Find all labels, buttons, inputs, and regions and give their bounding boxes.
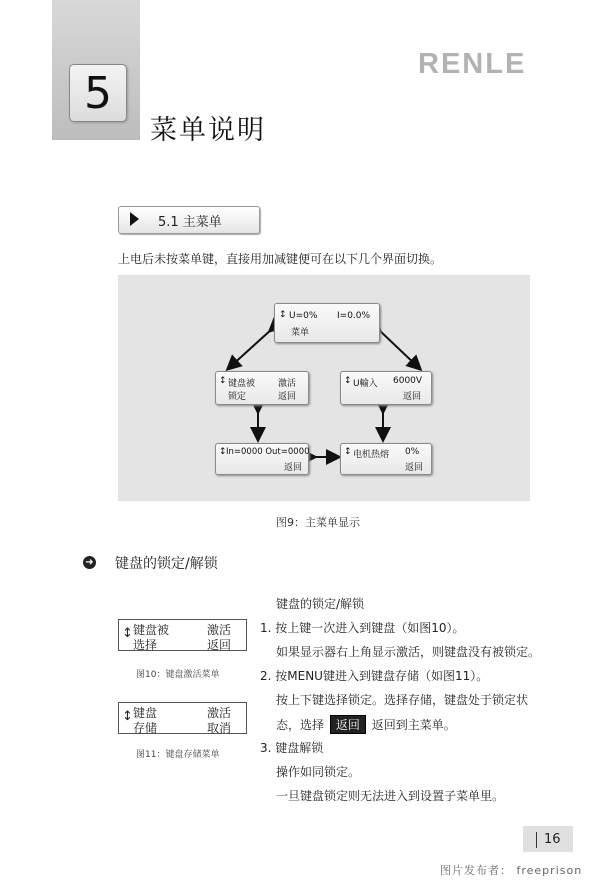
publisher-watermark: 图片发布者： freeprison xyxy=(440,864,583,877)
lcd-voltage-input xyxy=(340,371,432,405)
lcd-text: U輸入 xyxy=(353,379,378,389)
lcd-text: 返回 xyxy=(278,392,297,402)
play-arrow-icon xyxy=(130,212,139,226)
lcd-text: 6000V xyxy=(393,376,423,386)
lcd-keyboard-activate xyxy=(118,619,247,651)
step-2: 2. 按MENU键进入到键盘存储（如图11）。 xyxy=(260,669,489,683)
lock-subtitle: 键盘的锁定/解锁 xyxy=(276,597,365,611)
lcd-text: In=0000 Out=0000 xyxy=(226,447,310,457)
section-intro: 上电后未按菜单键，直接用加减键便可在以下几个界面切换。 xyxy=(118,252,443,266)
lcd-text: 返回 xyxy=(405,463,424,473)
lcd-in-out xyxy=(215,443,309,475)
figure-11-caption: 图11：键盘存储菜单 xyxy=(136,750,220,760)
lcd-text: 选择 xyxy=(133,638,158,652)
main-menu-diagram xyxy=(118,275,530,501)
up-down-arrow-icon: ↕ xyxy=(122,709,133,724)
up-down-arrow-icon: ↕ xyxy=(219,447,227,457)
lcd-keyboard-lock xyxy=(215,371,309,405)
page-number: 16 xyxy=(544,832,561,847)
figure-9-caption: 图9：主菜单显示 xyxy=(276,516,360,529)
return-key-badge: 返回 xyxy=(330,715,366,734)
step-3-note: 操作如同锁定。 xyxy=(276,765,361,779)
up-down-arrow-icon: ↕ xyxy=(344,376,352,386)
lcd-text: 电机热熔 xyxy=(353,450,390,460)
step-2-note: 按上下键选择锁定。选择存储，键盘处于锁定状 xyxy=(276,693,529,707)
lcd-text: U=0% xyxy=(289,311,318,321)
lcd-text: 取消 xyxy=(207,721,232,735)
step-3-note-2: 一旦键盘锁定则无法进入到设置子菜单里。 xyxy=(276,789,505,803)
lcd-motor-thermal xyxy=(340,443,432,475)
lcd-main-status xyxy=(274,303,380,343)
arrow-top-left xyxy=(230,329,272,367)
lcd-text: I=0.0% xyxy=(337,311,371,321)
lcd-text: 锁定 xyxy=(228,392,247,402)
lcd-text: 返回 xyxy=(284,463,303,473)
step-2-note-line2 xyxy=(276,715,456,734)
figure-10-caption: 图10：键盘激活菜单 xyxy=(136,670,220,680)
lcd-text: 返回 xyxy=(403,392,422,402)
lcd-text: 0% xyxy=(405,447,420,457)
text: 态，选择 xyxy=(276,718,325,732)
chapter-title: 菜单说明 xyxy=(150,115,266,146)
lcd-text: 存储 xyxy=(133,721,158,735)
lcd-text: 激活 xyxy=(278,379,297,389)
up-down-arrow-icon: ↕ xyxy=(122,626,133,641)
lcd-text: 激活 xyxy=(207,623,232,637)
lcd-text: 激活 xyxy=(207,706,232,720)
chapter-number: 5 xyxy=(69,64,127,122)
lcd-text: 菜单 xyxy=(291,328,310,338)
up-down-arrow-icon: ↕ xyxy=(279,310,287,320)
up-down-arrow-icon: ↕ xyxy=(344,447,352,457)
lcd-keyboard-store xyxy=(118,702,247,734)
page-number-divider xyxy=(536,832,537,848)
step-3: 3. 键盘解锁 xyxy=(260,741,324,755)
section-title: 5.1 主菜单 xyxy=(158,215,222,230)
lock-section-heading: 键盘的锁定/解锁 xyxy=(115,556,218,572)
up-down-arrow-icon: ↕ xyxy=(219,376,227,386)
lcd-text: 键盘被 xyxy=(133,623,170,637)
step-1: 1. 按上键一次进入到键盘（如图10）。 xyxy=(260,621,465,635)
lcd-text: 键盘 xyxy=(133,706,158,720)
lcd-text: 返回 xyxy=(207,638,232,652)
brand-logo: RENLE xyxy=(418,48,527,80)
text: 返回到主菜单。 xyxy=(371,718,456,732)
arrow-top-right xyxy=(378,329,418,367)
arrow-right-circle-icon: ➜ xyxy=(83,556,96,569)
step-1-note: 如果显示器右上角显示激活，则键盘没有被锁定。 xyxy=(276,645,541,659)
lcd-text: 键盘被 xyxy=(228,379,256,389)
